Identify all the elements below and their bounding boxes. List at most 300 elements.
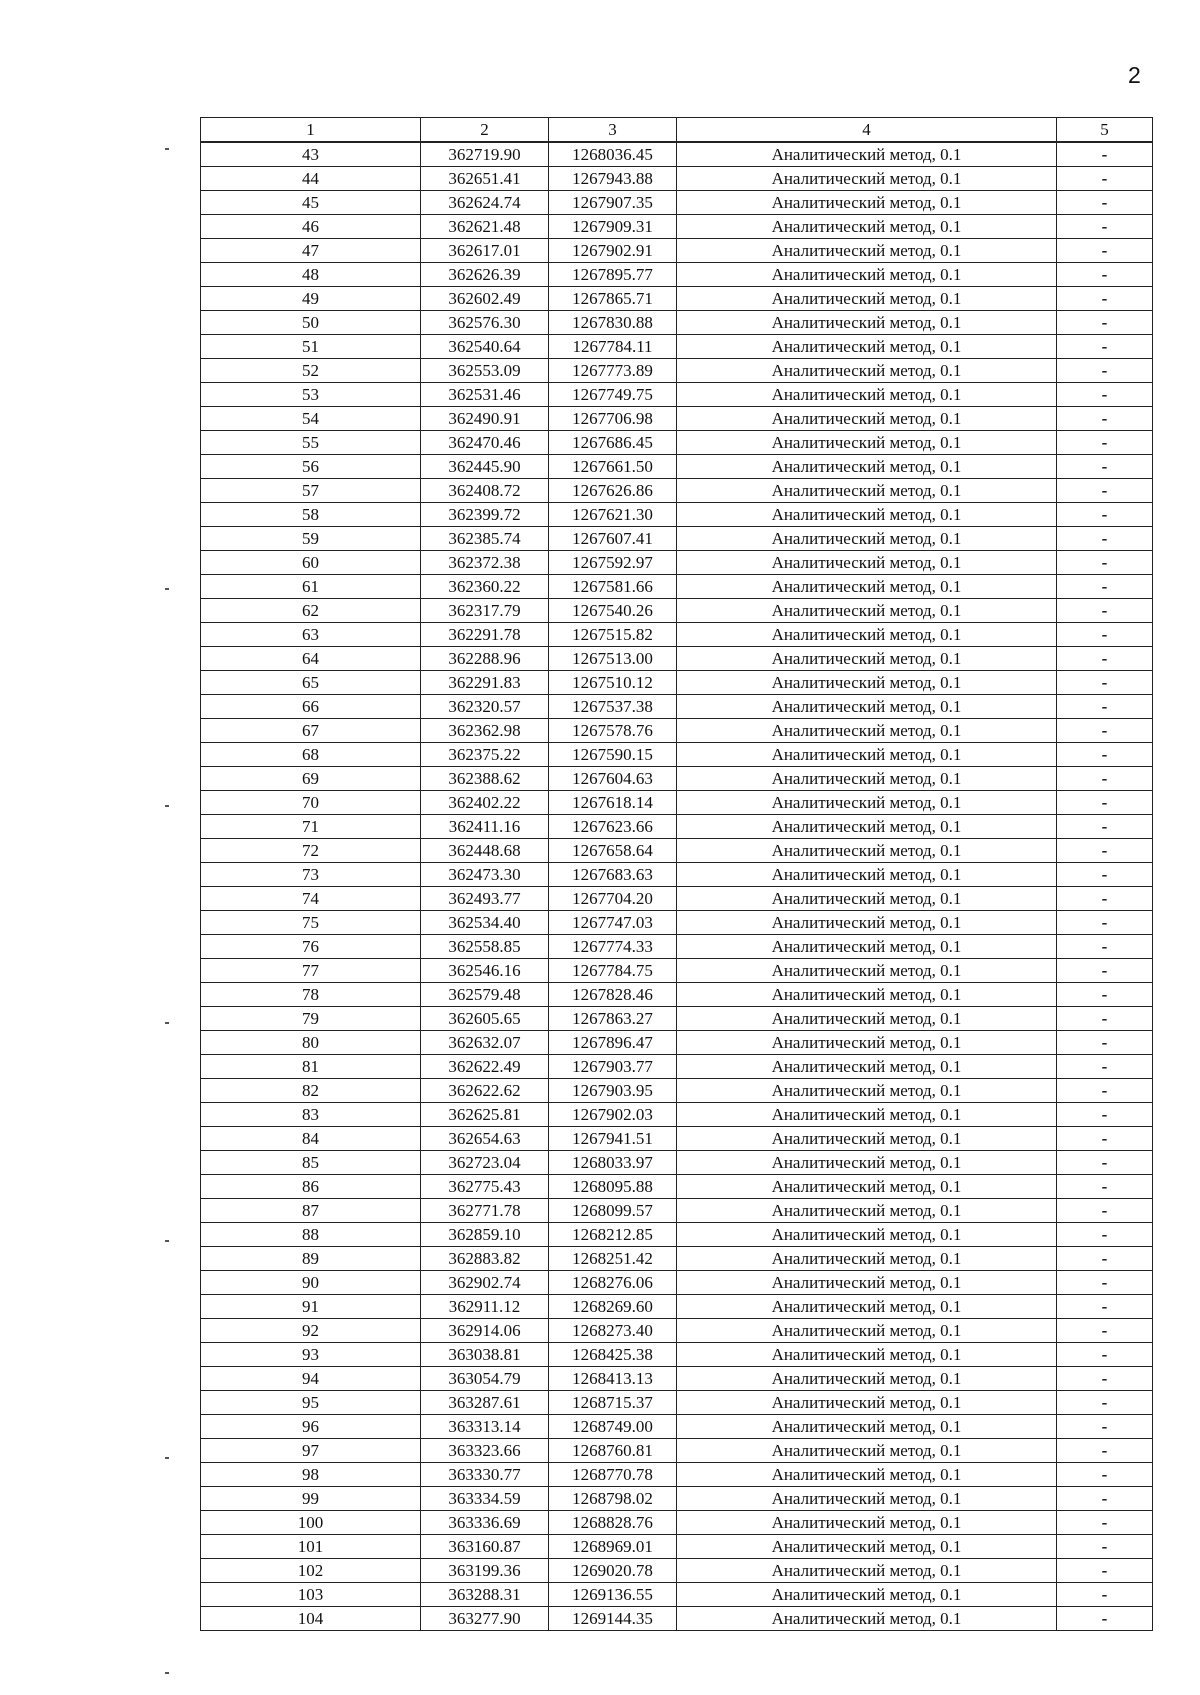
y-coordinate-cell: 1268212.85: [549, 1223, 677, 1247]
note-cell: -: [1057, 503, 1153, 527]
method-cell: Аналитический метод, 0.1: [677, 1535, 1057, 1559]
note-cell: -: [1057, 815, 1153, 839]
method-cell: Аналитический метод, 0.1: [677, 215, 1057, 239]
table-row: [201, 1487, 1153, 1511]
point-number-cell: 95: [201, 1391, 421, 1415]
method-cell: Аналитический метод, 0.1: [677, 1583, 1057, 1607]
point-number-cell: 98: [201, 1463, 421, 1487]
x-coordinate-cell: 362399.72: [421, 503, 549, 527]
table-row: [201, 983, 1153, 1007]
note-cell: -: [1057, 1031, 1153, 1055]
point-number-cell: 44: [201, 167, 421, 191]
table-row: [201, 743, 1153, 767]
y-coordinate-cell: 1267943.88: [549, 167, 677, 191]
table-row: [201, 887, 1153, 911]
method-cell: Аналитический метод, 0.1: [677, 287, 1057, 311]
table-row: [201, 359, 1153, 383]
x-coordinate-cell: 362445.90: [421, 455, 549, 479]
x-coordinate-cell: 362493.77: [421, 887, 549, 911]
y-coordinate-cell: 1267903.77: [549, 1055, 677, 1079]
y-coordinate-cell: 1267830.88: [549, 311, 677, 335]
point-number-cell: 96: [201, 1415, 421, 1439]
method-cell: Аналитический метод, 0.1: [677, 407, 1057, 431]
x-coordinate-cell: 362411.16: [421, 815, 549, 839]
note-cell: -: [1057, 887, 1153, 911]
point-number-cell: 87: [201, 1199, 421, 1223]
x-coordinate-cell: 362470.46: [421, 431, 549, 455]
method-cell: Аналитический метод, 0.1: [677, 359, 1057, 383]
note-cell: -: [1057, 1439, 1153, 1463]
table-row: [201, 455, 1153, 479]
note-cell: -: [1057, 1463, 1153, 1487]
table-row: [201, 287, 1153, 311]
note-cell: -: [1057, 647, 1153, 671]
y-coordinate-cell: 1267592.97: [549, 551, 677, 575]
note-cell: -: [1057, 167, 1153, 191]
note-cell: -: [1057, 1151, 1153, 1175]
method-cell: Аналитический метод, 0.1: [677, 791, 1057, 815]
note-cell: -: [1057, 1559, 1153, 1583]
x-coordinate-cell: 362883.82: [421, 1247, 549, 1271]
y-coordinate-cell: 1268760.81: [549, 1439, 677, 1463]
method-cell: Аналитический метод, 0.1: [677, 1199, 1057, 1223]
point-number-cell: 80: [201, 1031, 421, 1055]
method-cell: Аналитический метод, 0.1: [677, 695, 1057, 719]
y-coordinate-cell: 1267618.14: [549, 791, 677, 815]
note-cell: -: [1057, 983, 1153, 1007]
note-cell: -: [1057, 1247, 1153, 1271]
note-cell: -: [1057, 695, 1153, 719]
point-number-cell: 47: [201, 239, 421, 263]
x-coordinate-cell: 363199.36: [421, 1559, 549, 1583]
note-cell: -: [1057, 1367, 1153, 1391]
margin-mark: [165, 1240, 169, 1242]
y-coordinate-cell: 1267581.66: [549, 575, 677, 599]
table-row: [201, 1415, 1153, 1439]
note-cell: -: [1057, 479, 1153, 503]
point-number-cell: 45: [201, 191, 421, 215]
method-cell: Аналитический метод, 0.1: [677, 623, 1057, 647]
table-row: [201, 1007, 1153, 1031]
y-coordinate-cell: 1267895.77: [549, 263, 677, 287]
x-coordinate-cell: 363336.69: [421, 1511, 549, 1535]
table-row: [201, 1031, 1153, 1055]
y-coordinate-cell: 1268413.13: [549, 1367, 677, 1391]
x-coordinate-cell: 362531.46: [421, 383, 549, 407]
table-row: [201, 1199, 1153, 1223]
note-cell: -: [1057, 1391, 1153, 1415]
y-coordinate-cell: 1268099.57: [549, 1199, 677, 1223]
note-cell: -: [1057, 359, 1153, 383]
point-number-cell: 54: [201, 407, 421, 431]
table-row: [201, 527, 1153, 551]
y-coordinate-cell: 1267828.46: [549, 983, 677, 1007]
method-cell: Аналитический метод, 0.1: [677, 959, 1057, 983]
x-coordinate-cell: 362388.62: [421, 767, 549, 791]
x-coordinate-cell: 362534.40: [421, 911, 549, 935]
y-coordinate-cell: 1267540.26: [549, 599, 677, 623]
margin-mark: [165, 1022, 169, 1024]
method-cell: Аналитический метод, 0.1: [677, 1175, 1057, 1199]
note-cell: -: [1057, 239, 1153, 263]
note-cell: -: [1057, 623, 1153, 647]
point-number-cell: 97: [201, 1439, 421, 1463]
point-number-cell: 78: [201, 983, 421, 1007]
note-cell: -: [1057, 863, 1153, 887]
point-number-cell: 71: [201, 815, 421, 839]
note-cell: -: [1057, 911, 1153, 935]
table-row: [201, 671, 1153, 695]
table-row: [201, 935, 1153, 959]
x-coordinate-cell: 362771.78: [421, 1199, 549, 1223]
point-number-cell: 101: [201, 1535, 421, 1559]
table-row: [201, 215, 1153, 239]
x-coordinate-cell: 362622.49: [421, 1055, 549, 1079]
x-coordinate-cell: 362626.39: [421, 263, 549, 287]
note-cell: -: [1057, 743, 1153, 767]
point-number-cell: 46: [201, 215, 421, 239]
y-coordinate-cell: 1268715.37: [549, 1391, 677, 1415]
table-row: [201, 335, 1153, 359]
method-cell: Аналитический метод, 0.1: [677, 671, 1057, 695]
y-coordinate-cell: 1267902.91: [549, 239, 677, 263]
y-coordinate-cell: 1268033.97: [549, 1151, 677, 1175]
method-cell: Аналитический метод, 0.1: [677, 575, 1057, 599]
x-coordinate-cell: 363323.66: [421, 1439, 549, 1463]
point-number-cell: 99: [201, 1487, 421, 1511]
table-row: [201, 767, 1153, 791]
x-coordinate-cell: 363160.87: [421, 1535, 549, 1559]
note-cell: -: [1057, 839, 1153, 863]
method-cell: Аналитический метод, 0.1: [677, 1055, 1057, 1079]
table-row: [201, 1535, 1153, 1559]
point-number-cell: 60: [201, 551, 421, 575]
point-number-cell: 75: [201, 911, 421, 935]
method-cell: Аналитический метод, 0.1: [677, 551, 1057, 575]
y-coordinate-cell: 1267515.82: [549, 623, 677, 647]
method-cell: Аналитический метод, 0.1: [677, 527, 1057, 551]
table-row: [201, 695, 1153, 719]
y-coordinate-cell: 1267941.51: [549, 1127, 677, 1151]
table-row: [201, 1079, 1153, 1103]
point-number-cell: 53: [201, 383, 421, 407]
x-coordinate-cell: 363054.79: [421, 1367, 549, 1391]
method-cell: Аналитический метод, 0.1: [677, 1007, 1057, 1031]
method-cell: Аналитический метод, 0.1: [677, 863, 1057, 887]
note-cell: -: [1057, 311, 1153, 335]
table-row: [201, 1319, 1153, 1343]
point-number-cell: 93: [201, 1343, 421, 1367]
x-coordinate-cell: 362617.01: [421, 239, 549, 263]
y-coordinate-cell: 1269144.35: [549, 1607, 677, 1631]
y-coordinate-cell: 1267896.47: [549, 1031, 677, 1055]
note-cell: -: [1057, 575, 1153, 599]
x-coordinate-cell: 362553.09: [421, 359, 549, 383]
table-row: [201, 142, 1153, 167]
table-row: [201, 1559, 1153, 1583]
table-row: [201, 383, 1153, 407]
y-coordinate-cell: 1267623.66: [549, 815, 677, 839]
y-coordinate-cell: 1268770.78: [549, 1463, 677, 1487]
method-cell: Аналитический метод, 0.1: [677, 263, 1057, 287]
page-number: 2: [1128, 62, 1141, 88]
table-row: [201, 647, 1153, 671]
table-row: [201, 551, 1153, 575]
method-cell: Аналитический метод, 0.1: [677, 1487, 1057, 1511]
point-number-cell: 73: [201, 863, 421, 887]
y-coordinate-cell: 1267604.63: [549, 767, 677, 791]
y-coordinate-cell: 1268095.88: [549, 1175, 677, 1199]
method-cell: Аналитический метод, 0.1: [677, 455, 1057, 479]
table-row: [201, 1343, 1153, 1367]
point-number-cell: 79: [201, 1007, 421, 1031]
method-cell: Аналитический метод, 0.1: [677, 911, 1057, 935]
note-cell: -: [1057, 142, 1153, 167]
method-cell: Аналитический метод, 0.1: [677, 191, 1057, 215]
note-cell: -: [1057, 719, 1153, 743]
point-number-cell: 59: [201, 527, 421, 551]
point-number-cell: 76: [201, 935, 421, 959]
x-coordinate-cell: 362911.12: [421, 1295, 549, 1319]
x-coordinate-cell: 362902.74: [421, 1271, 549, 1295]
method-cell: Аналитический метод, 0.1: [677, 1415, 1057, 1439]
y-coordinate-cell: 1267621.30: [549, 503, 677, 527]
method-cell: Аналитический метод, 0.1: [677, 1247, 1057, 1271]
table-row: [201, 167, 1153, 191]
x-coordinate-cell: 362914.06: [421, 1319, 549, 1343]
x-coordinate-cell: 362372.38: [421, 551, 549, 575]
point-number-cell: 56: [201, 455, 421, 479]
table-row: [201, 839, 1153, 863]
point-number-cell: 104: [201, 1607, 421, 1631]
point-number-cell: 81: [201, 1055, 421, 1079]
point-number-cell: 72: [201, 839, 421, 863]
x-coordinate-cell: 362558.85: [421, 935, 549, 959]
method-cell: Аналитический метод, 0.1: [677, 142, 1057, 167]
table-row: [201, 1151, 1153, 1175]
method-cell: Аналитический метод, 0.1: [677, 887, 1057, 911]
point-number-cell: 77: [201, 959, 421, 983]
table-row: [201, 311, 1153, 335]
method-cell: Аналитический метод, 0.1: [677, 1079, 1057, 1103]
point-number-cell: 52: [201, 359, 421, 383]
note-cell: -: [1057, 1487, 1153, 1511]
y-coordinate-cell: 1268036.45: [549, 142, 677, 167]
note-cell: -: [1057, 1535, 1153, 1559]
y-coordinate-cell: 1267686.45: [549, 431, 677, 455]
y-coordinate-cell: 1267902.03: [549, 1103, 677, 1127]
y-coordinate-cell: 1268273.40: [549, 1319, 677, 1343]
point-number-cell: 100: [201, 1511, 421, 1535]
y-coordinate-cell: 1267704.20: [549, 887, 677, 911]
point-number-cell: 58: [201, 503, 421, 527]
method-cell: Аналитический метод, 0.1: [677, 1343, 1057, 1367]
note-cell: -: [1057, 935, 1153, 959]
table-row: [201, 623, 1153, 647]
method-cell: Аналитический метод, 0.1: [677, 167, 1057, 191]
y-coordinate-cell: 1267607.41: [549, 527, 677, 551]
x-coordinate-cell: 362723.04: [421, 1151, 549, 1175]
point-number-cell: 48: [201, 263, 421, 287]
note-cell: -: [1057, 215, 1153, 239]
point-number-cell: 51: [201, 335, 421, 359]
method-cell: Аналитический метод, 0.1: [677, 503, 1057, 527]
column-header: 2: [421, 118, 549, 143]
x-coordinate-cell: 362473.30: [421, 863, 549, 887]
x-coordinate-cell: 362402.22: [421, 791, 549, 815]
method-cell: Аналитический метод, 0.1: [677, 1151, 1057, 1175]
note-cell: -: [1057, 791, 1153, 815]
x-coordinate-cell: 363288.31: [421, 1583, 549, 1607]
table-row: [201, 815, 1153, 839]
table-row: [201, 1511, 1153, 1535]
point-number-cell: 91: [201, 1295, 421, 1319]
y-coordinate-cell: 1267513.00: [549, 647, 677, 671]
y-coordinate-cell: 1267578.76: [549, 719, 677, 743]
column-header: 1: [201, 118, 421, 143]
table-row: [201, 575, 1153, 599]
x-coordinate-cell: 362579.48: [421, 983, 549, 1007]
note-cell: -: [1057, 1103, 1153, 1127]
y-coordinate-cell: 1268798.02: [549, 1487, 677, 1511]
table-row: [201, 1103, 1153, 1127]
method-cell: Аналитический метод, 0.1: [677, 815, 1057, 839]
method-cell: Аналитический метод, 0.1: [677, 1103, 1057, 1127]
point-number-cell: 90: [201, 1271, 421, 1295]
x-coordinate-cell: 362605.65: [421, 1007, 549, 1031]
note-cell: -: [1057, 959, 1153, 983]
x-coordinate-cell: 363330.77: [421, 1463, 549, 1487]
y-coordinate-cell: 1267747.03: [549, 911, 677, 935]
y-coordinate-cell: 1267749.75: [549, 383, 677, 407]
table-row: [201, 1391, 1153, 1415]
point-number-cell: 49: [201, 287, 421, 311]
point-number-cell: 55: [201, 431, 421, 455]
x-coordinate-cell: 363287.61: [421, 1391, 549, 1415]
x-coordinate-cell: 362448.68: [421, 839, 549, 863]
point-number-cell: 103: [201, 1583, 421, 1607]
table-row: [201, 863, 1153, 887]
note-cell: -: [1057, 599, 1153, 623]
table-row: [201, 599, 1153, 623]
note-cell: -: [1057, 671, 1153, 695]
x-coordinate-cell: 362408.72: [421, 479, 549, 503]
point-number-cell: 94: [201, 1367, 421, 1391]
point-number-cell: 50: [201, 311, 421, 335]
method-cell: Аналитический метод, 0.1: [677, 1391, 1057, 1415]
y-coordinate-cell: 1267903.95: [549, 1079, 677, 1103]
point-number-cell: 68: [201, 743, 421, 767]
method-cell: Аналитический метод, 0.1: [677, 1031, 1057, 1055]
table-row: [201, 479, 1153, 503]
y-coordinate-cell: 1268251.42: [549, 1247, 677, 1271]
method-cell: Аналитический метод, 0.1: [677, 599, 1057, 623]
table-row: [201, 191, 1153, 215]
y-coordinate-cell: 1267907.35: [549, 191, 677, 215]
method-cell: Аналитический метод, 0.1: [677, 1559, 1057, 1583]
y-coordinate-cell: 1268828.76: [549, 1511, 677, 1535]
table-body: [201, 142, 1153, 1631]
method-cell: Аналитический метод, 0.1: [677, 1439, 1057, 1463]
x-coordinate-cell: 363313.14: [421, 1415, 549, 1439]
x-coordinate-cell: 362621.48: [421, 215, 549, 239]
method-cell: Аналитический метод, 0.1: [677, 743, 1057, 767]
table-row: [201, 1367, 1153, 1391]
point-number-cell: 43: [201, 142, 421, 167]
x-coordinate-cell: 362625.81: [421, 1103, 549, 1127]
x-coordinate-cell: 362291.83: [421, 671, 549, 695]
table-row: [201, 1055, 1153, 1079]
table-row: [201, 1583, 1153, 1607]
margin-mark: [165, 805, 169, 807]
method-cell: Аналитический метод, 0.1: [677, 1319, 1057, 1343]
table-row: [201, 239, 1153, 263]
table-row: [201, 911, 1153, 935]
y-coordinate-cell: 1268269.60: [549, 1295, 677, 1319]
note-cell: -: [1057, 263, 1153, 287]
table-row: [201, 1175, 1153, 1199]
table-row: [201, 719, 1153, 743]
x-coordinate-cell: 362622.62: [421, 1079, 549, 1103]
note-cell: -: [1057, 1127, 1153, 1151]
point-number-cell: 57: [201, 479, 421, 503]
table-header-row: [201, 118, 1153, 143]
table-row: [201, 407, 1153, 431]
method-cell: Аналитический метод, 0.1: [677, 1127, 1057, 1151]
note-cell: -: [1057, 1415, 1153, 1439]
margin-mark: [165, 1457, 169, 1459]
note-cell: -: [1057, 1271, 1153, 1295]
x-coordinate-cell: 362651.41: [421, 167, 549, 191]
point-number-cell: 67: [201, 719, 421, 743]
note-cell: -: [1057, 1319, 1153, 1343]
y-coordinate-cell: 1267784.11: [549, 335, 677, 359]
table-row: [201, 959, 1153, 983]
y-coordinate-cell: 1267626.86: [549, 479, 677, 503]
table-row: [201, 503, 1153, 527]
method-cell: Аналитический метод, 0.1: [677, 1463, 1057, 1487]
point-number-cell: 102: [201, 1559, 421, 1583]
x-coordinate-cell: 362624.74: [421, 191, 549, 215]
method-cell: Аналитический метод, 0.1: [677, 431, 1057, 455]
note-cell: -: [1057, 767, 1153, 791]
table-row: [201, 1271, 1153, 1295]
method-cell: Аналитический метод, 0.1: [677, 311, 1057, 335]
y-coordinate-cell: 1267683.63: [549, 863, 677, 887]
point-number-cell: 63: [201, 623, 421, 647]
y-coordinate-cell: 1267658.64: [549, 839, 677, 863]
x-coordinate-cell: 362490.91: [421, 407, 549, 431]
point-number-cell: 61: [201, 575, 421, 599]
note-cell: -: [1057, 1199, 1153, 1223]
column-header: 4: [677, 118, 1057, 143]
x-coordinate-cell: 362360.22: [421, 575, 549, 599]
x-coordinate-cell: 362654.63: [421, 1127, 549, 1151]
y-coordinate-cell: 1268425.38: [549, 1343, 677, 1367]
method-cell: Аналитический метод, 0.1: [677, 1223, 1057, 1247]
y-coordinate-cell: 1269136.55: [549, 1583, 677, 1607]
x-coordinate-cell: 362859.10: [421, 1223, 549, 1247]
x-coordinate-cell: 362540.64: [421, 335, 549, 359]
column-header: 3: [549, 118, 677, 143]
note-cell: -: [1057, 335, 1153, 359]
note-cell: -: [1057, 191, 1153, 215]
x-coordinate-cell: 363334.59: [421, 1487, 549, 1511]
method-cell: Аналитический метод, 0.1: [677, 719, 1057, 743]
method-cell: Аналитический метод, 0.1: [677, 1271, 1057, 1295]
note-cell: -: [1057, 1055, 1153, 1079]
note-cell: -: [1057, 1295, 1153, 1319]
